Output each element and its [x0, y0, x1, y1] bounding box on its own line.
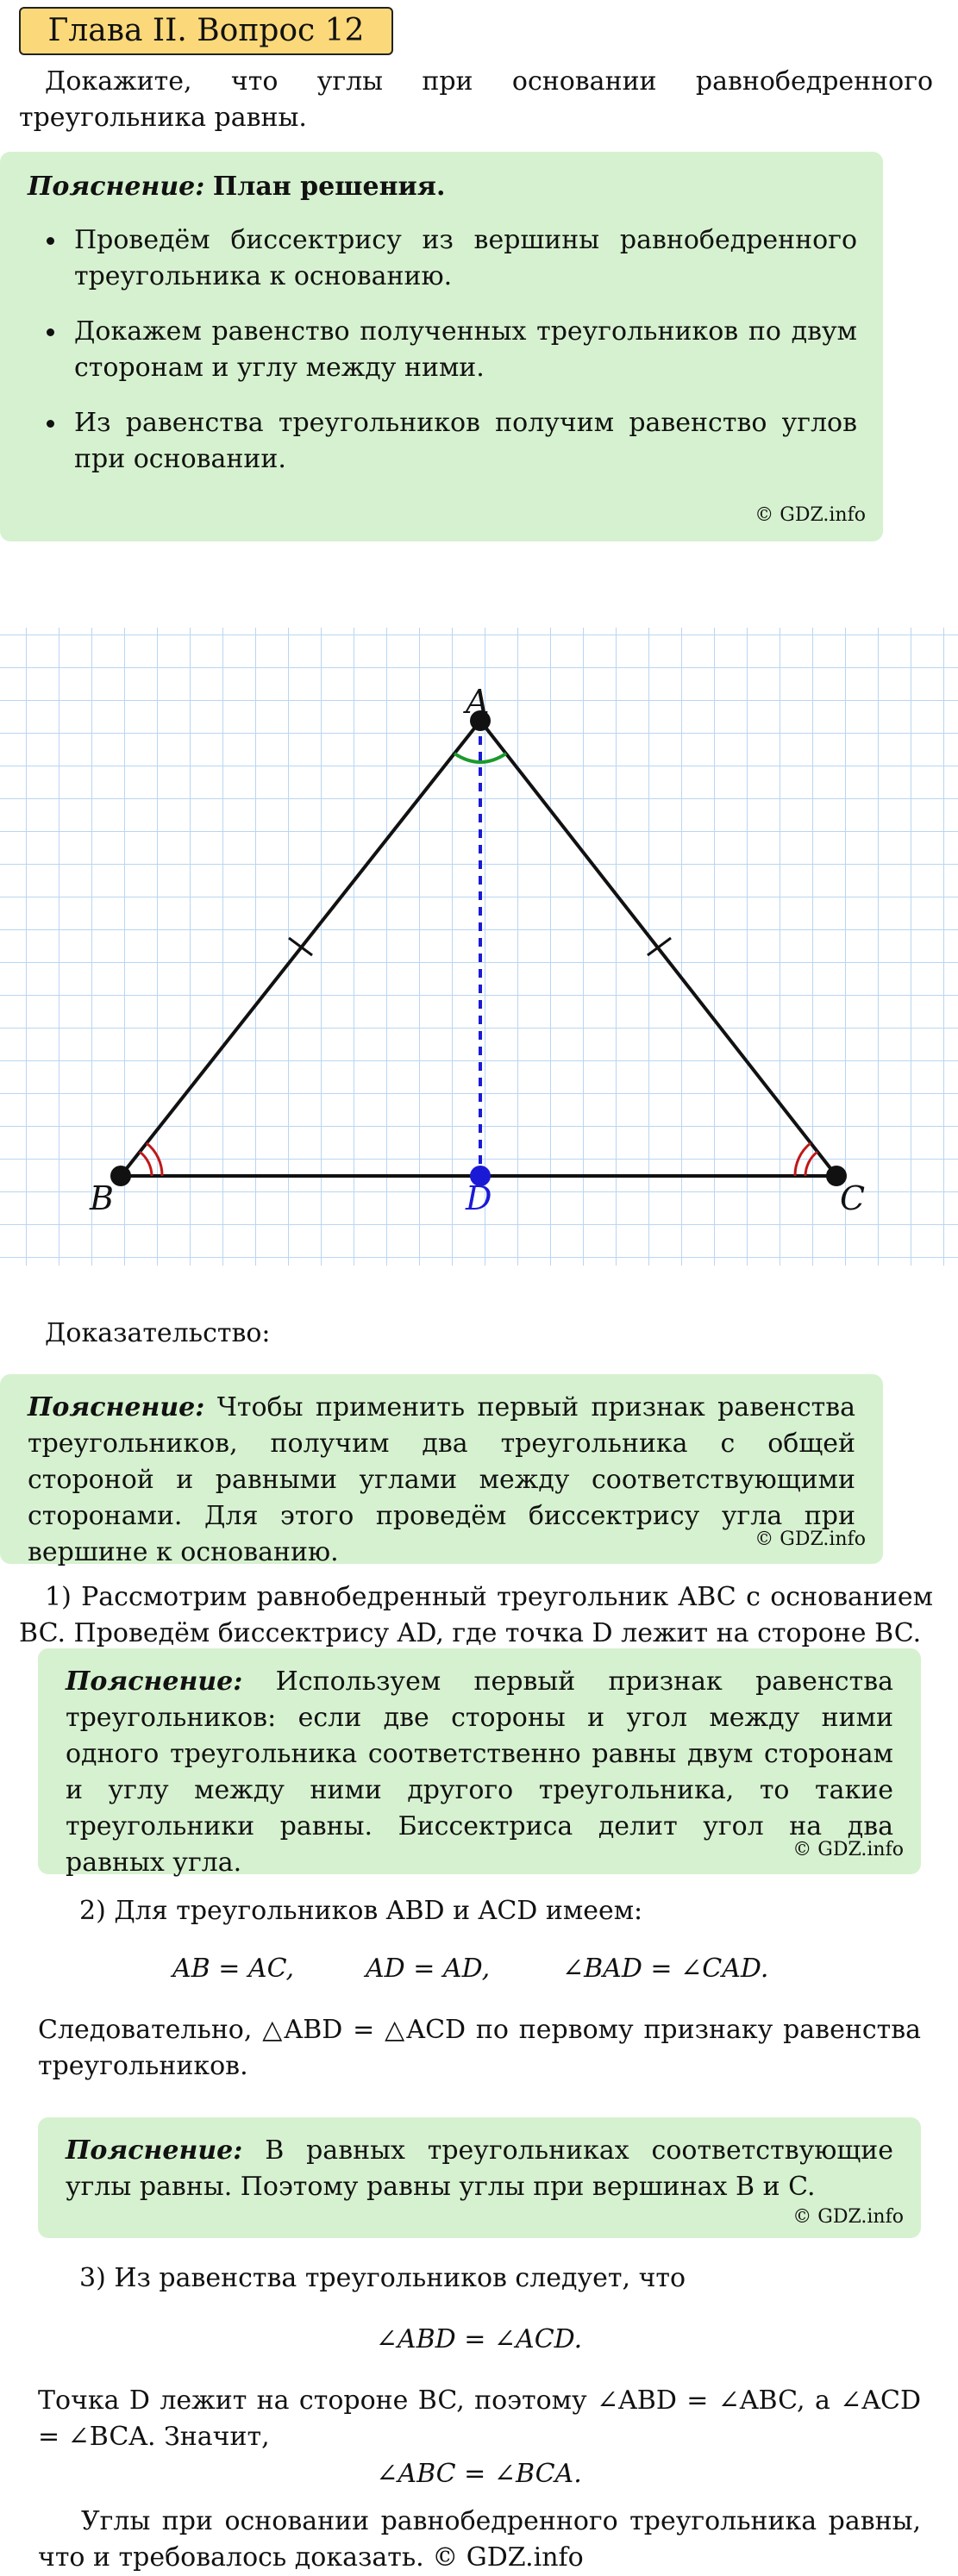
note-3-prefix: Пояснение:: [66, 2135, 243, 2166]
angle-B-arc-2: [147, 1143, 162, 1176]
plan-item: • Из равенства треугольников получим равенство углов при основании.: [67, 405, 857, 478]
eq-AD-AD: AD = AD,: [366, 1954, 491, 1984]
eq-ABC-BCA: ∠ABC = ∠BCA.: [376, 2459, 582, 2489]
side-AB: [121, 721, 480, 1176]
note-box-1: [0, 1374, 883, 1567]
note-1-text: Чтобы применить первый признак равенства треугольников, получим два треугольника с общей стороной и равными углами между соответствующими сторонами. Для этого проведём биссектрису угла при вершине к основанию.: [28, 1392, 856, 1567]
label-B: B: [90, 1179, 114, 1217]
eq-AB-AC: AB = AC,: [172, 1954, 295, 1984]
note-2-prefix: Пояснение:: [66, 1666, 243, 1697]
note-box-3: [38, 2117, 921, 2238]
proof-heading: Доказательство:: [45, 1318, 271, 1348]
conclusion-2: Точка D лежит на стороне BC, поэтому ∠ABD = ∠ABC, а ∠ACD = ∠BCA. Значит,: [38, 2385, 921, 2452]
note-3-copyright: © GDZ.info: [792, 2206, 904, 2228]
eq-ABD-ACD: ∠ABD = ∠ACD.: [375, 2324, 583, 2354]
plan-box: [0, 152, 883, 541]
triangle-figure: [0, 628, 958, 1266]
plan-list-wrapper: [21, 222, 857, 497]
note-2-text: Используем первый признак равенства треугольников: если две стороны и угол между ними одного треугольника соответственно равны двум сторонам и углу между ними другого треугольника, то такие треугольники равны. Биссектриса делит угол на два равных угла.: [66, 1666, 893, 1878]
page-title: Глава II. Вопрос 12: [19, 7, 393, 55]
task-statement: Докажите, что углы при основании равнобедренного треугольника равны.: [19, 66, 933, 133]
label-C: C: [840, 1179, 866, 1217]
step-2: 2) Для треугольников ABD и ACD имеем:: [79, 1896, 643, 1926]
plan-heading: [28, 169, 445, 205]
plan-heading-text: План решения.: [212, 172, 446, 202]
note-2-copyright: © GDZ.info: [792, 1839, 904, 1860]
plan-item: • Докажем равенство полученных треугольников по двум сторонам и углу между ними.: [67, 314, 857, 386]
step-1: 1) Рассмотрим равнобедренный треугольник ABC с основанием BC. Проведём биссектрису AD, где точка D лежит на стороне BC.: [19, 1582, 933, 1648]
note-3: [66, 2133, 893, 2205]
note-1: [28, 1390, 855, 1571]
note-1-prefix: Пояснение:: [28, 1392, 205, 1422]
label-D: D: [466, 1179, 492, 1217]
angle-B-arc-1: [140, 1152, 152, 1176]
plan-item: • Проведём биссектрису из вершины равнобедренного треугольника к основанию.: [67, 222, 857, 295]
note-3-text: В равных треугольниках соответствующие углы равны. Поэтому равны углы при вершинах B и C.: [66, 2135, 893, 2202]
final-statement: Углы при основании равнобедренного треугольника равны, что и требовалось доказать. © GDZ.info: [38, 2506, 921, 2573]
plan-list: [21, 222, 857, 478]
plan-heading-prefix: Пояснение:: [28, 172, 205, 202]
angle-C-arc-2: [795, 1143, 811, 1176]
conclusion-1: Следовательно, △ABD = △ACD по первому признаку равенства треугольников.: [38, 2015, 921, 2081]
step-3: 3) Из равенства треугольников следует, что: [79, 2263, 686, 2293]
note-box-2: [38, 1648, 921, 1878]
eq-angles-BAD-CAD: ∠BAD = ∠CAD.: [562, 1954, 769, 1984]
note-2: [66, 1664, 893, 1881]
note-1-copyright: © GDZ.info: [755, 1529, 866, 1550]
figure-grid: [0, 628, 958, 1266]
angle-C-arc-1: [805, 1152, 817, 1176]
plan-copyright: © GDZ.info: [755, 504, 866, 526]
label-A: A: [466, 683, 490, 721]
